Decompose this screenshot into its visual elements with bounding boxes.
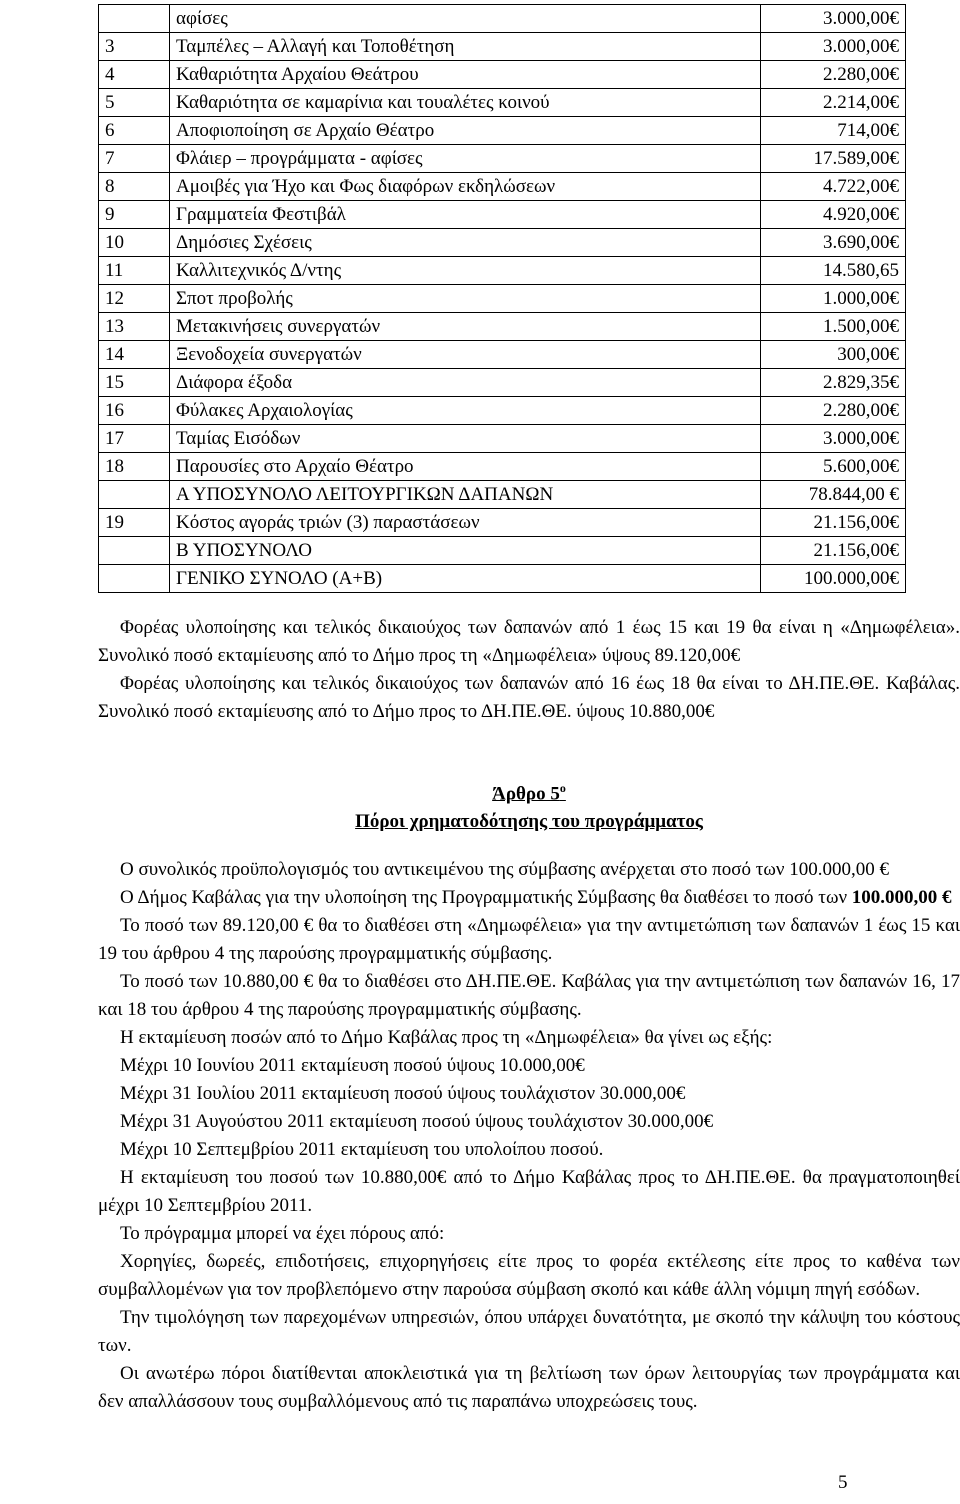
- row-description: ΓΕΝΙΚΟ ΣΥΝΟΛΟ (Α+Β): [170, 565, 761, 593]
- row-number: [99, 537, 170, 565]
- row-amount: 21.156,00€: [761, 509, 906, 537]
- row-number: 15: [99, 369, 170, 397]
- paragraph-dimofeleia-amount: Το ποσό των 89.120,00 € θα το διαθέσει στη «Δημωφέλεια» για την αντιμετώπιση των δαπανών 1 έως 15 και 19 του άρθρου 4 της παρούσης προγραμματικής σύμβασης.: [98, 915, 960, 964]
- table-row: [99, 229, 906, 257]
- row-description: Δημόσιες Σχέσεις: [170, 229, 761, 257]
- row-amount: 3.000,00€: [761, 425, 906, 453]
- row-amount: 3.000,00€: [761, 5, 906, 33]
- row-number: 17: [99, 425, 170, 453]
- table-row: [99, 285, 906, 313]
- table-row: [99, 313, 906, 341]
- row-description: Διάφορα έξοδα: [170, 369, 761, 397]
- table-row: [99, 145, 906, 173]
- article-subtitle: Πόροι χρηματοδότησης του προγράμματος: [355, 811, 703, 833]
- row-number: 10: [99, 229, 170, 257]
- note-dimofeleia: Φορέας υλοποίησης και τελικός δικαιούχος των δαπανών από 1 έως 15 και 19 θα είναι η «Δημωφέλεια». Συνολικό ποσό εκταμίευσης από το Δήμο προς τη «Δημωφέλεια» ύψους 89.120,00€: [98, 617, 960, 666]
- row-amount: 1.000,00€: [761, 285, 906, 313]
- paragraph-dipethe-amount: Το ποσό των 10.880,00 € θα το διαθέσει στο ΔΗ.ΠΕ.ΘΕ. Καβάλας για την αντιμετώπιση των δαπανών 16, 17 και 18 του άρθρου 4 της παρούσης προγραμματικής σύμβασης.: [98, 971, 960, 1020]
- schedule-item: Μέχρι 31 Αυγούστου 2011 εκταμίευση ποσού ύψους τουλάχιστον 30.000,00€: [120, 1111, 714, 1132]
- row-number: 19: [99, 509, 170, 537]
- row-number: [99, 481, 170, 509]
- row-number: 13: [99, 313, 170, 341]
- table-row: [99, 341, 906, 369]
- paragraph-municipality-text: Ο Δήμος Καβάλας για την υλοποίηση της Προγραμματικής Σύμβασης θα διαθέσει το ποσό των: [120, 887, 848, 908]
- row-number: 9: [99, 201, 170, 229]
- row-amount: 2.214,00€: [761, 89, 906, 117]
- row-number: 7: [99, 145, 170, 173]
- page-number: 5: [838, 1472, 848, 1493]
- row-description: Καλλιτεχνικός Δ/ντης: [170, 257, 761, 285]
- paragraph-municipality-funding: [98, 884, 960, 912]
- row-amount: 2.829,35€: [761, 369, 906, 397]
- paragraph-sponsorships: Χορηγίες, δωρεές, επιδοτήσεις, επιχορηγήσεις είτε προς το φορέα εκτέλεσης είτε προς το καθένα των συμβαλλομένων για τον προβλεπόμενο στην παρούσα σύμβαση σκοπό και κάθε άλλη νόμιμη πηγή εσόδων.: [98, 1251, 960, 1300]
- row-number: 3: [99, 33, 170, 61]
- row-number: 11: [99, 257, 170, 285]
- row-amount: 1.500,00€: [761, 313, 906, 341]
- row-description: Κόστος αγοράς τριών (3) παραστάσεων: [170, 509, 761, 537]
- row-description: Σποτ προβολής: [170, 285, 761, 313]
- row-amount: 78.844,00 €: [761, 481, 906, 509]
- budget-table-body: [99, 5, 906, 593]
- row-number: 6: [99, 117, 170, 145]
- table-row: [99, 61, 906, 89]
- row-number: [99, 5, 170, 33]
- paragraph-resources-intro: Το πρόγραμμα μπορεί να έχει πόρους από:: [120, 1223, 445, 1244]
- table-row: [99, 425, 906, 453]
- row-number: 14: [99, 341, 170, 369]
- disbursement-schedule: [98, 1052, 960, 1164]
- row-number: 18: [99, 453, 170, 481]
- note-dipethe: Φορέας υλοποίησης και τελικός δικαιούχος των δαπανών από 16 έως 18 θα είναι το ΔΗ.ΠΕ.ΘΕ. Καβάλας. Συνολικό ποσό εκταμίευσης από το Δήμο προς το ΔΗ.ΠΕ.ΘΕ. ύψους 10.880,00€: [98, 673, 960, 722]
- table-row: [99, 453, 906, 481]
- schedule-item: Μέχρι 10 Ιουνίου 2011 εκταμίευση ποσού ύψους 10.000,00€: [120, 1055, 585, 1076]
- row-description: Γραμματεία Φεστιβάλ: [170, 201, 761, 229]
- row-amount: 4.722,00€: [761, 173, 906, 201]
- notes-section: [98, 614, 960, 726]
- row-description: Α ΥΠΟΣΥΝΟΛΟ ΛΕΙΤΟΥΡΓΙΚΩΝ ΔΑΠΑΝΩΝ: [170, 481, 761, 509]
- row-number: [99, 565, 170, 593]
- row-description: Αποφιοποίηση σε Αρχαίο Θέατρο: [170, 117, 761, 145]
- paragraph-disbursement-intro: Η εκταμίευση ποσών από το Δήμο Καβάλας προς τη «Δημωφέλεια» θα γίνει ως εξής:: [120, 1027, 773, 1048]
- row-description: Καθαριότητα σε καμαρίνια και τουαλέτες κοινού: [170, 89, 761, 117]
- table-row: [99, 117, 906, 145]
- row-description: Φλάιερ – προγράμματα - αφίσες: [170, 145, 761, 173]
- table-row: [99, 565, 906, 593]
- table-row: [99, 201, 906, 229]
- row-number: 4: [99, 61, 170, 89]
- article-title: [98, 774, 960, 808]
- table-row: [99, 173, 906, 201]
- row-description: Καθαριότητα Αρχαίου Θεάτρου: [170, 61, 761, 89]
- table-row: [99, 89, 906, 117]
- row-amount: 3.000,00€: [761, 33, 906, 61]
- row-description: Μετακινήσεις συνεργατών: [170, 313, 761, 341]
- table-row: [99, 537, 906, 565]
- row-amount: 714,00€: [761, 117, 906, 145]
- table-row: [99, 5, 906, 33]
- table-row: [99, 397, 906, 425]
- row-number: 8: [99, 173, 170, 201]
- article-title-text: Άρθρο 5: [492, 783, 560, 805]
- row-description: Β ΥΠΟΣΥΝΟΛΟ: [170, 537, 761, 565]
- row-amount: 2.280,00€: [761, 397, 906, 425]
- table-row: [99, 33, 906, 61]
- table-row: [99, 481, 906, 509]
- paragraph-dipethe-disbursement: Η εκταμίευση του ποσού των 10.880,00€ από το Δήμο Καβάλας προς το ΔΗ.ΠΕ.ΘΕ. θα πραγματοποιηθεί μέχρι 10 Σεπτεμβρίου 2011.: [98, 1167, 960, 1216]
- paragraph-resources-use: Οι ανωτέρω πόροι διατίθενται αποκλειστικά για τη βελτίωση των όρων λειτουργίας των προγράμματα και δεν απαλλάσσουν τους συμβαλλόμενους από τις παραπάνω υποχρεώσεις τους.: [98, 1363, 960, 1412]
- schedule-item: Μέχρι 31 Ιουλίου 2011 εκταμίευση ποσού ύψους τουλάχιστον 30.000,00€: [120, 1083, 686, 1104]
- row-description: Ξενοδοχεία συνεργατών: [170, 341, 761, 369]
- row-amount: 4.920,00€: [761, 201, 906, 229]
- row-number: 16: [99, 397, 170, 425]
- row-description: αφίσες: [170, 5, 761, 33]
- paragraph-total-budget: Ο συνολικός προϋπολογισμός του αντικειμένου της σύμβασης ανέρχεται στο ποσό των 100.000,00 €: [120, 859, 889, 880]
- paragraph-municipality-amount: 100.000,00 €: [851, 887, 952, 908]
- schedule-item: Μέχρι 10 Σεπτεμβρίου 2011 εκταμίευση του υπολοίπου ποσού.: [120, 1139, 604, 1160]
- row-description: Ταμπέλες – Αλλαγή και Τοποθέτηση: [170, 33, 761, 61]
- row-description: Παρουσίες στο Αρχαίο Θέατρο: [170, 453, 761, 481]
- row-amount: 17.589,00€: [761, 145, 906, 173]
- row-amount: 300,00€: [761, 341, 906, 369]
- article-heading: [98, 774, 960, 836]
- row-description: Ταμίας Εισόδων: [170, 425, 761, 453]
- row-description: Φύλακες Αρχαιολογίας: [170, 397, 761, 425]
- article-title-sup: ο: [559, 781, 566, 795]
- row-number: 5: [99, 89, 170, 117]
- row-amount: 21.156,00€: [761, 537, 906, 565]
- row-amount: 2.280,00€: [761, 61, 906, 89]
- row-amount: 14.580,65: [761, 257, 906, 285]
- article-body: [98, 856, 960, 1416]
- row-amount: 3.690,00€: [761, 229, 906, 257]
- table-row: [99, 509, 906, 537]
- row-amount: 100.000,00€: [761, 565, 906, 593]
- row-amount: 5.600,00€: [761, 453, 906, 481]
- row-number: 12: [99, 285, 170, 313]
- budget-table: [98, 4, 906, 593]
- row-description: Αμοιβές για Ήχο και Φως διαφόρων εκδηλώσεων: [170, 173, 761, 201]
- table-row: [99, 257, 906, 285]
- paragraph-pricing: Την τιμολόγηση των παρεχομένων υπηρεσιών, όπου υπάρχει δυνατότητα, με σκοπό την κάλυψη του κόστους των.: [98, 1307, 960, 1356]
- table-row: [99, 369, 906, 397]
